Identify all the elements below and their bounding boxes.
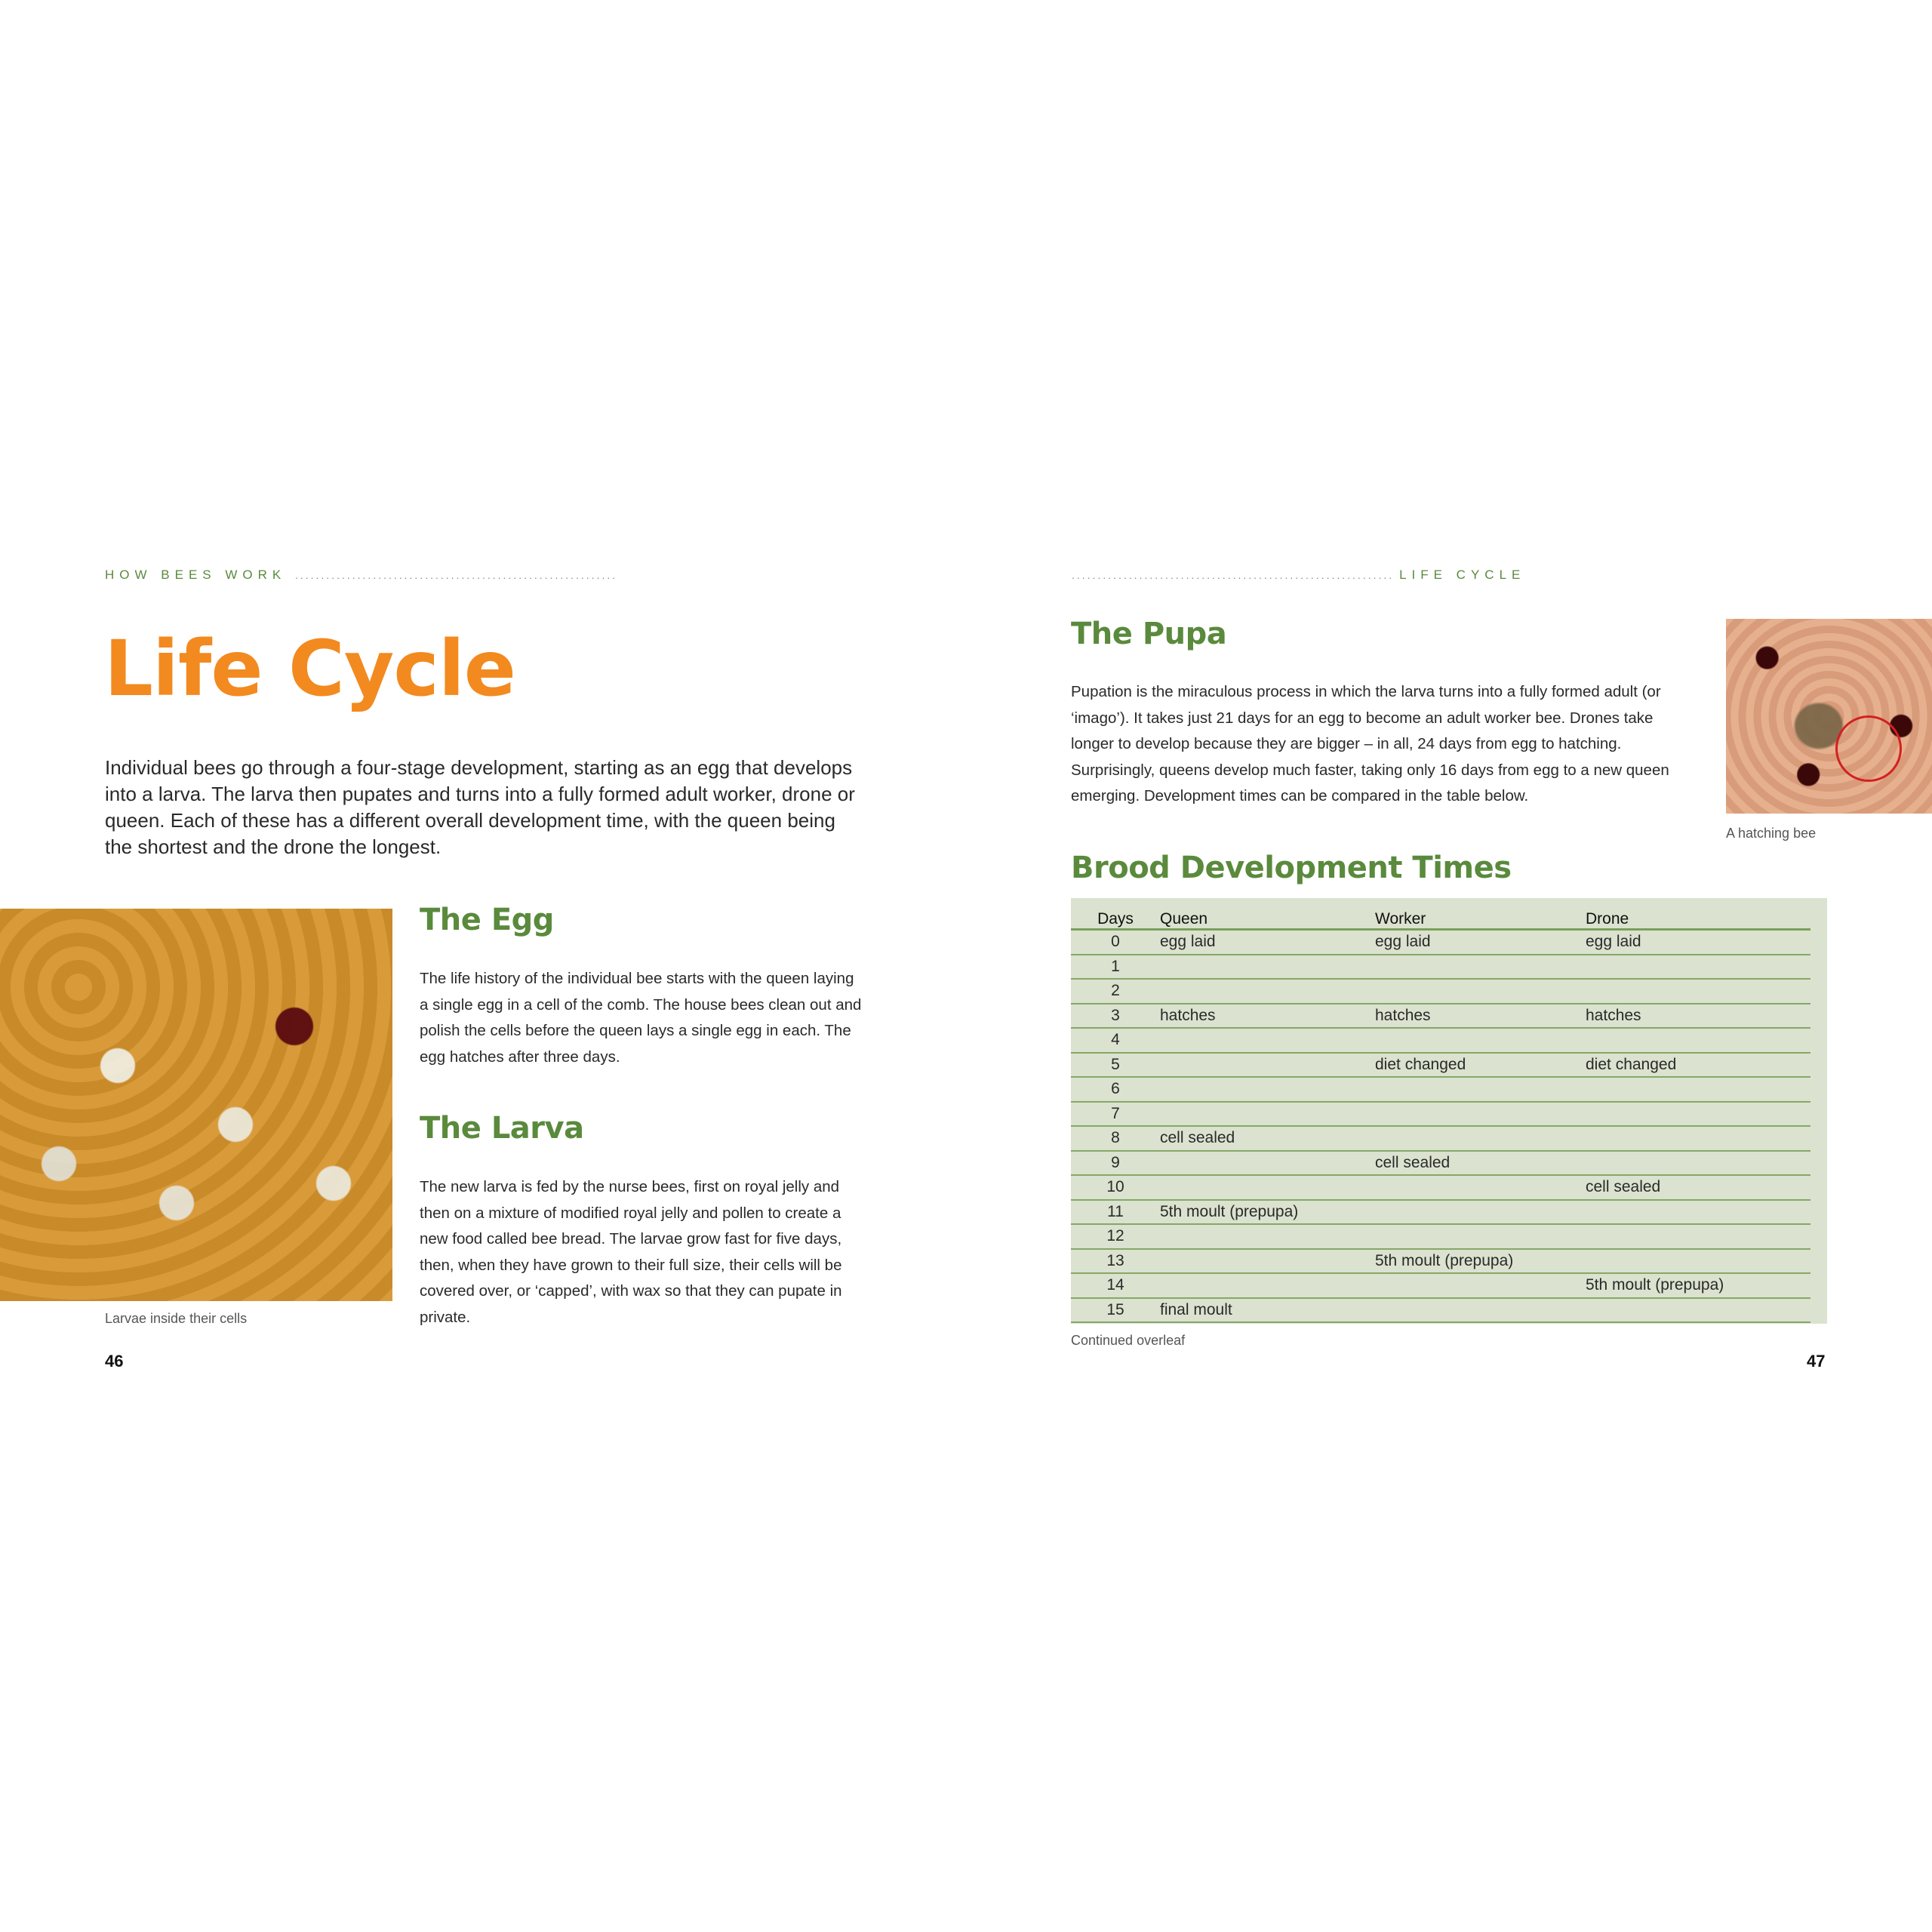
cell-drone xyxy=(1586,979,1810,1004)
cell-queen xyxy=(1160,979,1375,1004)
cell-queen xyxy=(1160,955,1375,980)
running-head-left xyxy=(105,568,617,583)
cell-drone xyxy=(1586,1224,1810,1249)
cell-worker xyxy=(1375,1077,1586,1102)
table-row xyxy=(1071,1273,1810,1298)
cell-worker xyxy=(1375,1224,1586,1249)
cell-day: 15 xyxy=(1071,1298,1160,1323)
table-row xyxy=(1071,1077,1810,1102)
intro-paragraph: Individual bees go through a four-stage development, starting as an egg that develops into a larva. The larva then pupates and turns into a fully formed adult worker, drone or queen. Each of these has a different overall development time, with the queen being the shortest and the drone the longest. xyxy=(105,756,855,858)
egg-heading: The Egg xyxy=(420,903,554,937)
cell-day: 2 xyxy=(1071,979,1160,1004)
cell-drone xyxy=(1586,1249,1810,1274)
table-row xyxy=(1071,979,1810,1004)
cell-worker xyxy=(1375,1126,1586,1151)
cell-day: 14 xyxy=(1071,1273,1160,1298)
cell-worker xyxy=(1375,955,1586,980)
cell-drone: hatches xyxy=(1586,1004,1810,1029)
cell-drone xyxy=(1586,1151,1810,1176)
table-row xyxy=(1071,1175,1810,1200)
section-label: HOW BEES WORK xyxy=(105,568,287,582)
cell-drone: cell sealed xyxy=(1586,1175,1810,1200)
leader-dots: .............................................................. xyxy=(1072,569,1400,581)
table-header-row xyxy=(1071,906,1810,930)
cell-day: 6 xyxy=(1071,1077,1160,1102)
cell-drone xyxy=(1586,1298,1810,1323)
cell-worker xyxy=(1375,1273,1586,1298)
table-row xyxy=(1071,1249,1810,1274)
cell-queen: hatches xyxy=(1160,1004,1375,1029)
page-number-right: 47 xyxy=(1807,1352,1826,1371)
cell-worker xyxy=(1375,979,1586,1004)
cell-worker: cell sealed xyxy=(1375,1151,1586,1176)
cell-worker xyxy=(1375,1028,1586,1053)
larva-heading: The Larva xyxy=(420,1111,584,1146)
cell-queen xyxy=(1160,1249,1375,1274)
running-head-right xyxy=(1072,568,1525,583)
leader-dots: .............................................................. xyxy=(294,569,618,581)
cell-drone: 5th moult (prepupa) xyxy=(1586,1273,1810,1298)
cell-drone xyxy=(1586,955,1810,980)
cell-worker xyxy=(1375,1175,1586,1200)
cell-drone xyxy=(1586,1077,1810,1102)
cell-day: 5 xyxy=(1071,1053,1160,1078)
page-number-left: 46 xyxy=(105,1352,124,1371)
cell-day: 12 xyxy=(1071,1224,1160,1249)
cell-day: 7 xyxy=(1071,1102,1160,1127)
cell-queen xyxy=(1160,1151,1375,1176)
table-row xyxy=(1071,1151,1810,1176)
section-label: LIFE CYCLE xyxy=(1399,568,1526,582)
table-row xyxy=(1071,955,1810,980)
cell-queen xyxy=(1160,1028,1375,1053)
cell-queen xyxy=(1160,1102,1375,1127)
larvae-photo xyxy=(0,909,392,1301)
table-heading: Brood Development Times xyxy=(1071,851,1512,885)
cell-worker: hatches xyxy=(1375,1004,1586,1029)
table-row xyxy=(1071,1200,1810,1225)
column-header-worker: Worker xyxy=(1375,910,1426,928)
column-header-queen: Queen xyxy=(1160,910,1208,928)
cell-worker xyxy=(1375,1200,1586,1225)
cell-day: 0 xyxy=(1071,930,1160,955)
brood-table-panel xyxy=(1071,898,1827,1324)
column-header-drone: Drone xyxy=(1586,910,1629,928)
cell-queen: egg laid xyxy=(1160,930,1375,955)
cell-drone xyxy=(1586,1126,1810,1151)
cell-drone: egg laid xyxy=(1586,930,1810,955)
cell-drone xyxy=(1586,1200,1810,1225)
column-header-days: Days xyxy=(1097,910,1134,928)
cell-worker: 5th moult (prepupa) xyxy=(1375,1249,1586,1274)
cell-queen: cell sealed xyxy=(1160,1126,1375,1151)
table-row xyxy=(1071,1126,1810,1151)
cell-day: 9 xyxy=(1071,1151,1160,1176)
cell-worker xyxy=(1375,1102,1586,1127)
cell-queen xyxy=(1160,1053,1375,1078)
cell-worker xyxy=(1375,1298,1586,1323)
cell-queen: 5th moult (prepupa) xyxy=(1160,1200,1375,1225)
cell-queen xyxy=(1160,1273,1375,1298)
cell-queen: final moult xyxy=(1160,1298,1375,1323)
brood-development-table xyxy=(1071,906,1810,1323)
cell-day: 4 xyxy=(1071,1028,1160,1053)
hatching-bee-photo xyxy=(1726,619,1932,814)
page-title: Life Cycle xyxy=(104,624,515,714)
table-row xyxy=(1071,1224,1810,1249)
pupa-heading: The Pupa xyxy=(1071,617,1227,651)
cell-queen xyxy=(1160,1224,1375,1249)
cell-day: 11 xyxy=(1071,1200,1160,1225)
table-row xyxy=(1071,930,1810,955)
cell-drone xyxy=(1586,1102,1810,1127)
pupa-paragraph: Pupation is the miraculous process in which the larva turns into a fully formed adult (or ‘imago’). It takes just 21 days for an egg to become an adult worker bee. Drones take longer to develop because they are bigger – in all, 24 days from egg to hatching. Surprisingly, queens develop much faster, taking only 16 days from egg to a new queen emerging. Development times can be compared in the table below. xyxy=(1071,683,1669,804)
table-row xyxy=(1071,1102,1810,1127)
table-footnote: Continued overleaf xyxy=(1071,1333,1186,1348)
larva-paragraph: The new larva is fed by the nurse bees, first on royal jelly and then on a mixture of modified royal jelly and pollen to create a new food called bee bread. The larvae grow fast for five days, then, when they have grown to their full size, their cells will be covered over, or ‘capped’, with wax so that they can pupate in private. xyxy=(420,1178,842,1326)
hatching-photo-caption: A hatching bee xyxy=(1726,826,1817,841)
cell-day: 13 xyxy=(1071,1249,1160,1274)
cell-queen xyxy=(1160,1077,1375,1102)
highlight-circle-icon xyxy=(1835,715,1902,782)
cell-day: 8 xyxy=(1071,1126,1160,1151)
cell-drone: diet changed xyxy=(1586,1053,1810,1078)
cell-day: 10 xyxy=(1071,1175,1160,1200)
cell-drone xyxy=(1586,1028,1810,1053)
table-row xyxy=(1071,1298,1810,1323)
table-row xyxy=(1071,1004,1810,1029)
cell-queen xyxy=(1160,1175,1375,1200)
larvae-photo-caption: Larvae inside their cells xyxy=(105,1311,248,1326)
cell-worker: diet changed xyxy=(1375,1053,1586,1078)
table-row xyxy=(1071,1028,1810,1053)
egg-paragraph: The life history of the individual bee starts with the queen laying a single egg in a cell of the comb. The house bees clean out and polish the cells before the queen lays a single egg in each. The egg hatches after three days. xyxy=(420,970,862,1066)
cell-day: 3 xyxy=(1071,1004,1160,1029)
cell-day: 1 xyxy=(1071,955,1160,980)
cell-worker: egg laid xyxy=(1375,930,1586,955)
table-row xyxy=(1071,1053,1810,1078)
